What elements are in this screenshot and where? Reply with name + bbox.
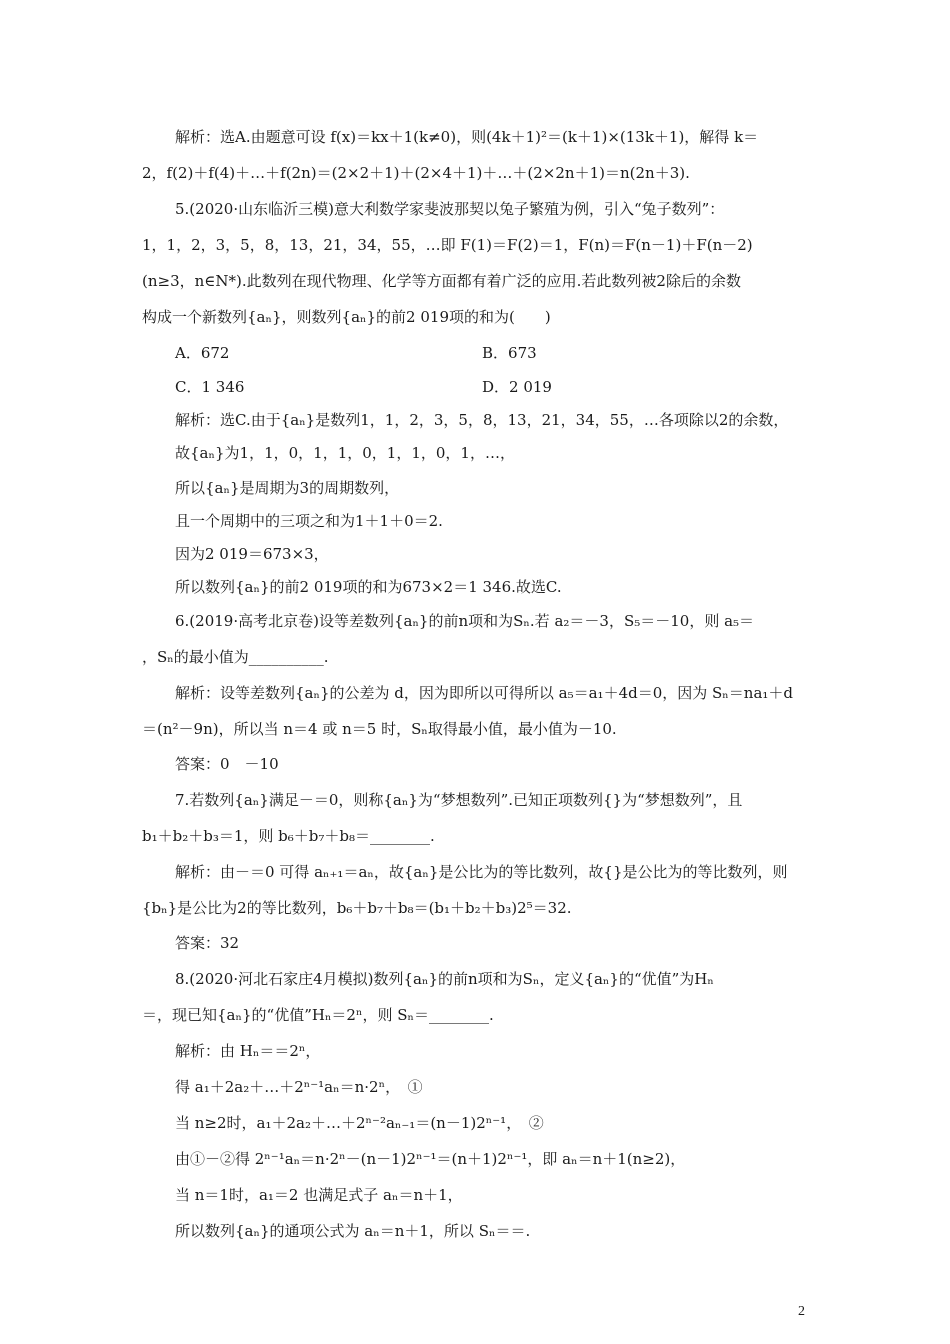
question-7-stem: 7.若数列{aₙ}满足－＝0，则称{aₙ}为“梦想数列”.已知正项数列{}为“梦想数列”，且 xyxy=(175,791,743,809)
solution-line: 解析：由－＝0 可得 aₙ₊₁＝aₙ，故{aₙ}是公比为的等比数列，故{}是公比为的等比数列，则 xyxy=(175,863,788,881)
text-line: 构成一个新数列{aₙ}，则数列{aₙ}的前2 019项的和为( ) xyxy=(142,308,551,326)
text-line: (n≥3，n∈N*).此数列在现代物理、化学等方面都有着广泛的应用.若此数列被2除后的余数 xyxy=(142,272,741,290)
solution-line: 解析：由 Hₙ＝＝2ⁿ， xyxy=(175,1042,321,1060)
text-line: 1，1，2，3，5，8，13，21，34，55，…即 F(1)＝F(2)＝1，F(n)＝F(n－1)＋F(n－2) xyxy=(142,236,753,254)
option-a: A．672 xyxy=(175,344,230,362)
option-d: D．2 019 xyxy=(482,378,552,396)
solution-line: 当 n＝1时，a₁＝2 也满足式子 aₙ＝n＋1， xyxy=(175,1186,463,1204)
text-line: 2，f(2)＋f(4)＋…＋f(2n)＝(2×2＋1)＋(2×4＋1)＋…＋(2×2n＋1)＝n(2n＋3). xyxy=(142,164,690,182)
text-line: ＝，现已知{aₙ}的“优值”Hₙ＝2ⁿ，则 Sₙ＝________. xyxy=(142,1006,494,1024)
solution-line: ＝(n²－9n)，所以当 n＝4 或 n＝5 时，Sₙ取得最小值，最小值为－10. xyxy=(142,720,617,738)
question-6-stem: 6.(2019·高考北京卷)设等差数列{aₙ}的前n项和为Sₙ.若 a₂＝－3，S₅＝－10，则 a₅＝ xyxy=(175,612,755,630)
answer-line: 答案：0 －10 xyxy=(175,755,279,773)
solution-line: 所以数列{aₙ}的前2 019项的和为673×2＝1 346.故选C. xyxy=(175,578,562,596)
option-b: B．673 xyxy=(482,344,537,362)
solution-line: 所以数列{aₙ}的通项公式为 aₙ＝n＋1，所以 Sₙ＝＝. xyxy=(175,1222,531,1240)
question-8-stem: 8.(2020·河北石家庄4月模拟)数列{aₙ}的前n项和为Sₙ，定义{aₙ}的“优值”为Hₙ xyxy=(175,970,714,988)
solution-line: 得 a₁＋2a₂＋…＋2ⁿ⁻¹aₙ＝n·2ⁿ， ① xyxy=(175,1078,423,1096)
solution-line: {bₙ}是公比为2的等比数列，b₆＋b₇＋b₈＝(b₁＋b₂＋b₃)2⁵＝32. xyxy=(142,899,572,917)
page-number: 2 xyxy=(798,1304,805,1319)
solution-line: 因为2 019＝673×3， xyxy=(175,545,329,563)
option-c: C．1 346 xyxy=(175,378,245,396)
text-line: b₁＋b₂＋b₃＝1，则 b₆＋b₇＋b₈＝________. xyxy=(142,827,435,845)
answer-line: 答案：32 xyxy=(175,934,240,952)
text-line: ，Sₙ的最小值为__________. xyxy=(142,648,329,666)
solution-line: 由①－②得 2ⁿ⁻¹aₙ＝n·2ⁿ－(n－1)2ⁿ⁻¹＝(n＋1)2ⁿ⁻¹，即 aₙ＝n＋1(n≥2)， xyxy=(175,1150,686,1168)
solution-line: 所以{aₙ}是周期为3的周期数列， xyxy=(175,479,400,497)
solution-line: 当 n≥2时，a₁＋2a₂＋…＋2ⁿ⁻²aₙ₋₁＝(n－1)2ⁿ⁻¹， ② xyxy=(175,1114,544,1132)
question-5-stem: 5.(2020·山东临沂三模)意大利数学家斐波那契以兔子繁殖为例，引入“兔子数列”： xyxy=(175,200,725,218)
text-line: 解析：选A.由题意可设 f(x)＝kx＋1(k≠0)，则(4k＋1)²＝(k＋1)×(13k＋1)，解得 k＝ xyxy=(175,128,759,146)
solution-line: 解析：选C.由于{aₙ}是数列1，1，2，3，5，8，13，21，34，55，…各项除以2的余数， xyxy=(175,411,789,429)
solution-line: 故{aₙ}为1，1，0，1，1，0，1，1，0，1，…， xyxy=(175,444,515,462)
solution-line: 且一个周期中的三项之和为1＋1＋0＝2. xyxy=(175,512,443,530)
solution-line: 解析：设等差数列{aₙ}的公差为 d，因为即所以可得所以 a₅＝a₁＋4d＝0，因为 Sₙ＝na₁＋d xyxy=(175,684,794,702)
